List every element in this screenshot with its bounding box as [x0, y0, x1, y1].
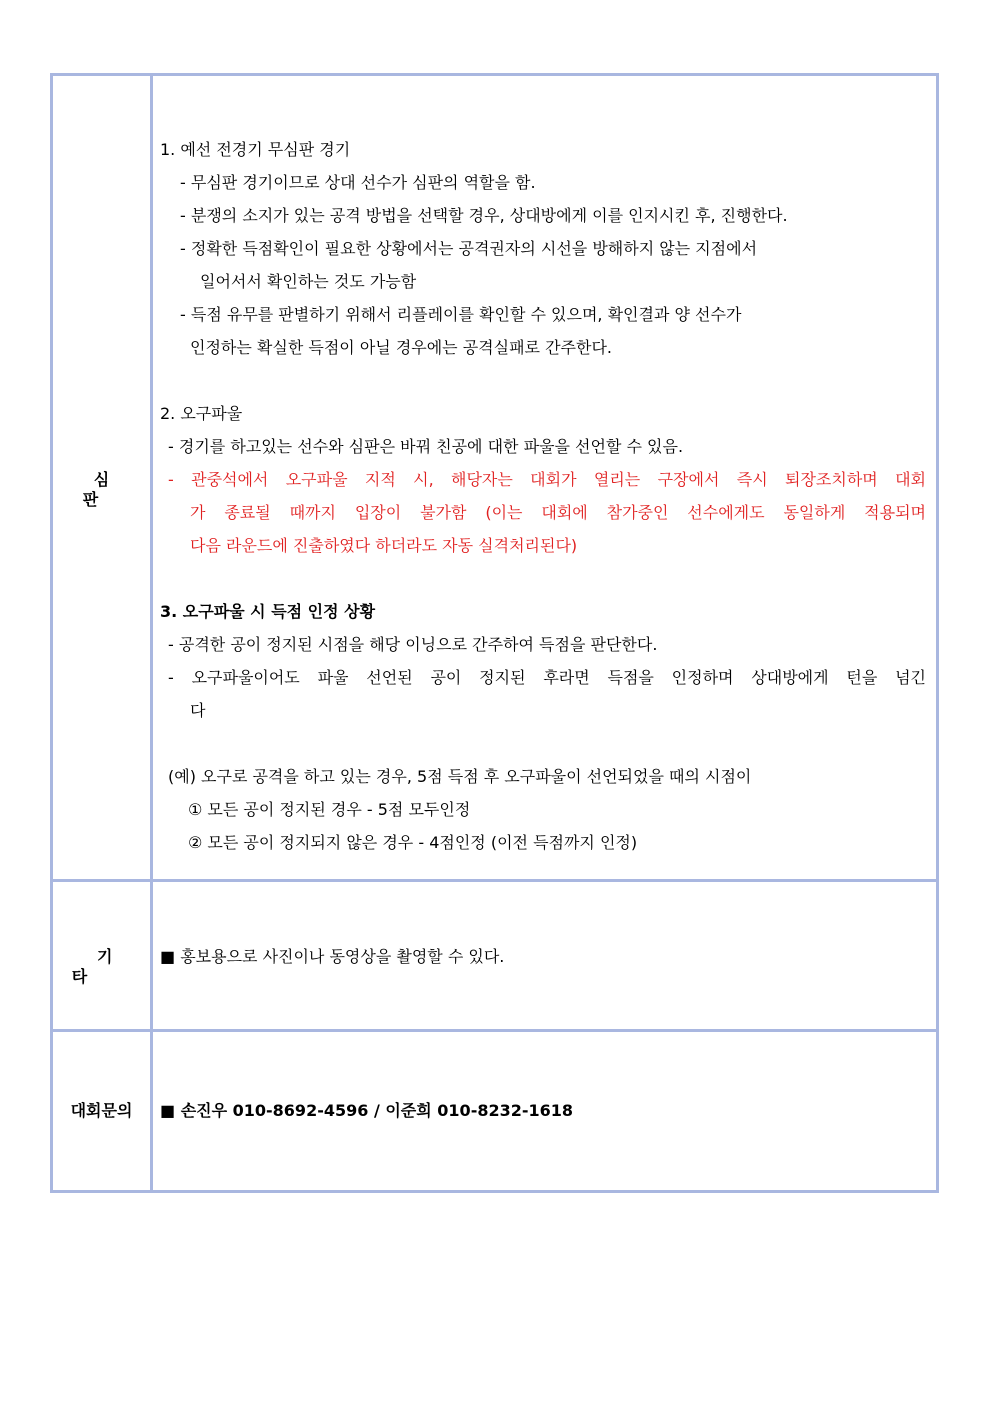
section-2-warning-cont: 가 종료될 때까지 입장이 불가함 (이는 대회에 참가중인 선수에게도 동일하게 적용되며	[190, 503, 926, 522]
section-1-item: - 정확한 득점확인이 필요한 상황에서는 공격권자의 시선을 방해하지 않는 지점에서	[180, 239, 758, 258]
example-item: ② 모든 공이 정지되지 않은 경우 - 4점인정 (이전 득점까지 인정)	[188, 833, 638, 852]
row-label-other: 기 타	[71, 947, 157, 986]
contact-text: ■ 손진우 010-8692-4596 / 이준희 010-8232-1618	[160, 1101, 574, 1120]
other-text: ■ 홍보용으로 사진이나 동영상을 촬영할 수 있다.	[160, 947, 505, 966]
section-2-warning-cont: 다음 라운드에 진출하였다 하더라도 자동 실격처리된다)	[190, 536, 578, 555]
example-intro: (예) 오구로 공격을 하고 있는 경우, 5점 득점 후 오구파울이 선언되었을 때의 시점이	[168, 767, 752, 786]
section-1-item: - 무심판 경기이므로 상대 선수가 심판의 역할을 함.	[180, 173, 536, 192]
section-2-item: - 경기를 하고있는 선수와 심판은 바꿔 친공에 대한 파울을 선언할 수 있음.	[168, 437, 684, 456]
column-divider	[150, 73, 153, 1193]
section-3-item: - 공격한 공이 정지된 시점을 해당 이닝으로 간주하여 득점을 판단한다.	[168, 635, 658, 654]
section-3-item: - 오구파울이어도 파울 선언된 공이 정지된 후라면 득점을 인정하며 상대방에게 턴을 넘긴	[168, 668, 926, 687]
section-3-item-cont: 다	[190, 701, 206, 720]
section-1-heading: 1. 예선 전경기 무심판 경기	[160, 140, 351, 159]
section-1-item-cont: 인정하는 확실한 득점이 아닐 경우에는 공격실패로 간주한다.	[190, 338, 613, 357]
row-divider-2	[50, 1029, 939, 1032]
section-3-heading: 3. 오구파울 시 득점 인정 상황	[160, 602, 376, 621]
section-1-item: - 득점 유무를 판별하기 위해서 리플레이를 확인할 수 있으며, 확인결과 양 선수가	[180, 305, 742, 324]
section-2-warning: - 관중석에서 오구파울 지적 시, 해당자는 대회가 열리는 구장에서 즉시 퇴장조치하며 대회	[168, 470, 926, 489]
row-label-contact: 대회문의	[70, 1101, 133, 1120]
example-item: ① 모든 공이 정지된 경우 - 5점 모두인정	[188, 800, 471, 819]
row-label-judging: 심 판	[82, 470, 132, 509]
section-1-item: - 분쟁의 소지가 있는 공격 방법을 선택할 경우, 상대방에게 이를 인지시킨 후, 진행한다.	[180, 206, 788, 225]
section-1-item-cont: 일어서서 확인하는 것도 가능함	[200, 272, 417, 291]
section-2-heading: 2. 오구파울	[160, 404, 243, 423]
row-divider-1	[50, 879, 939, 882]
